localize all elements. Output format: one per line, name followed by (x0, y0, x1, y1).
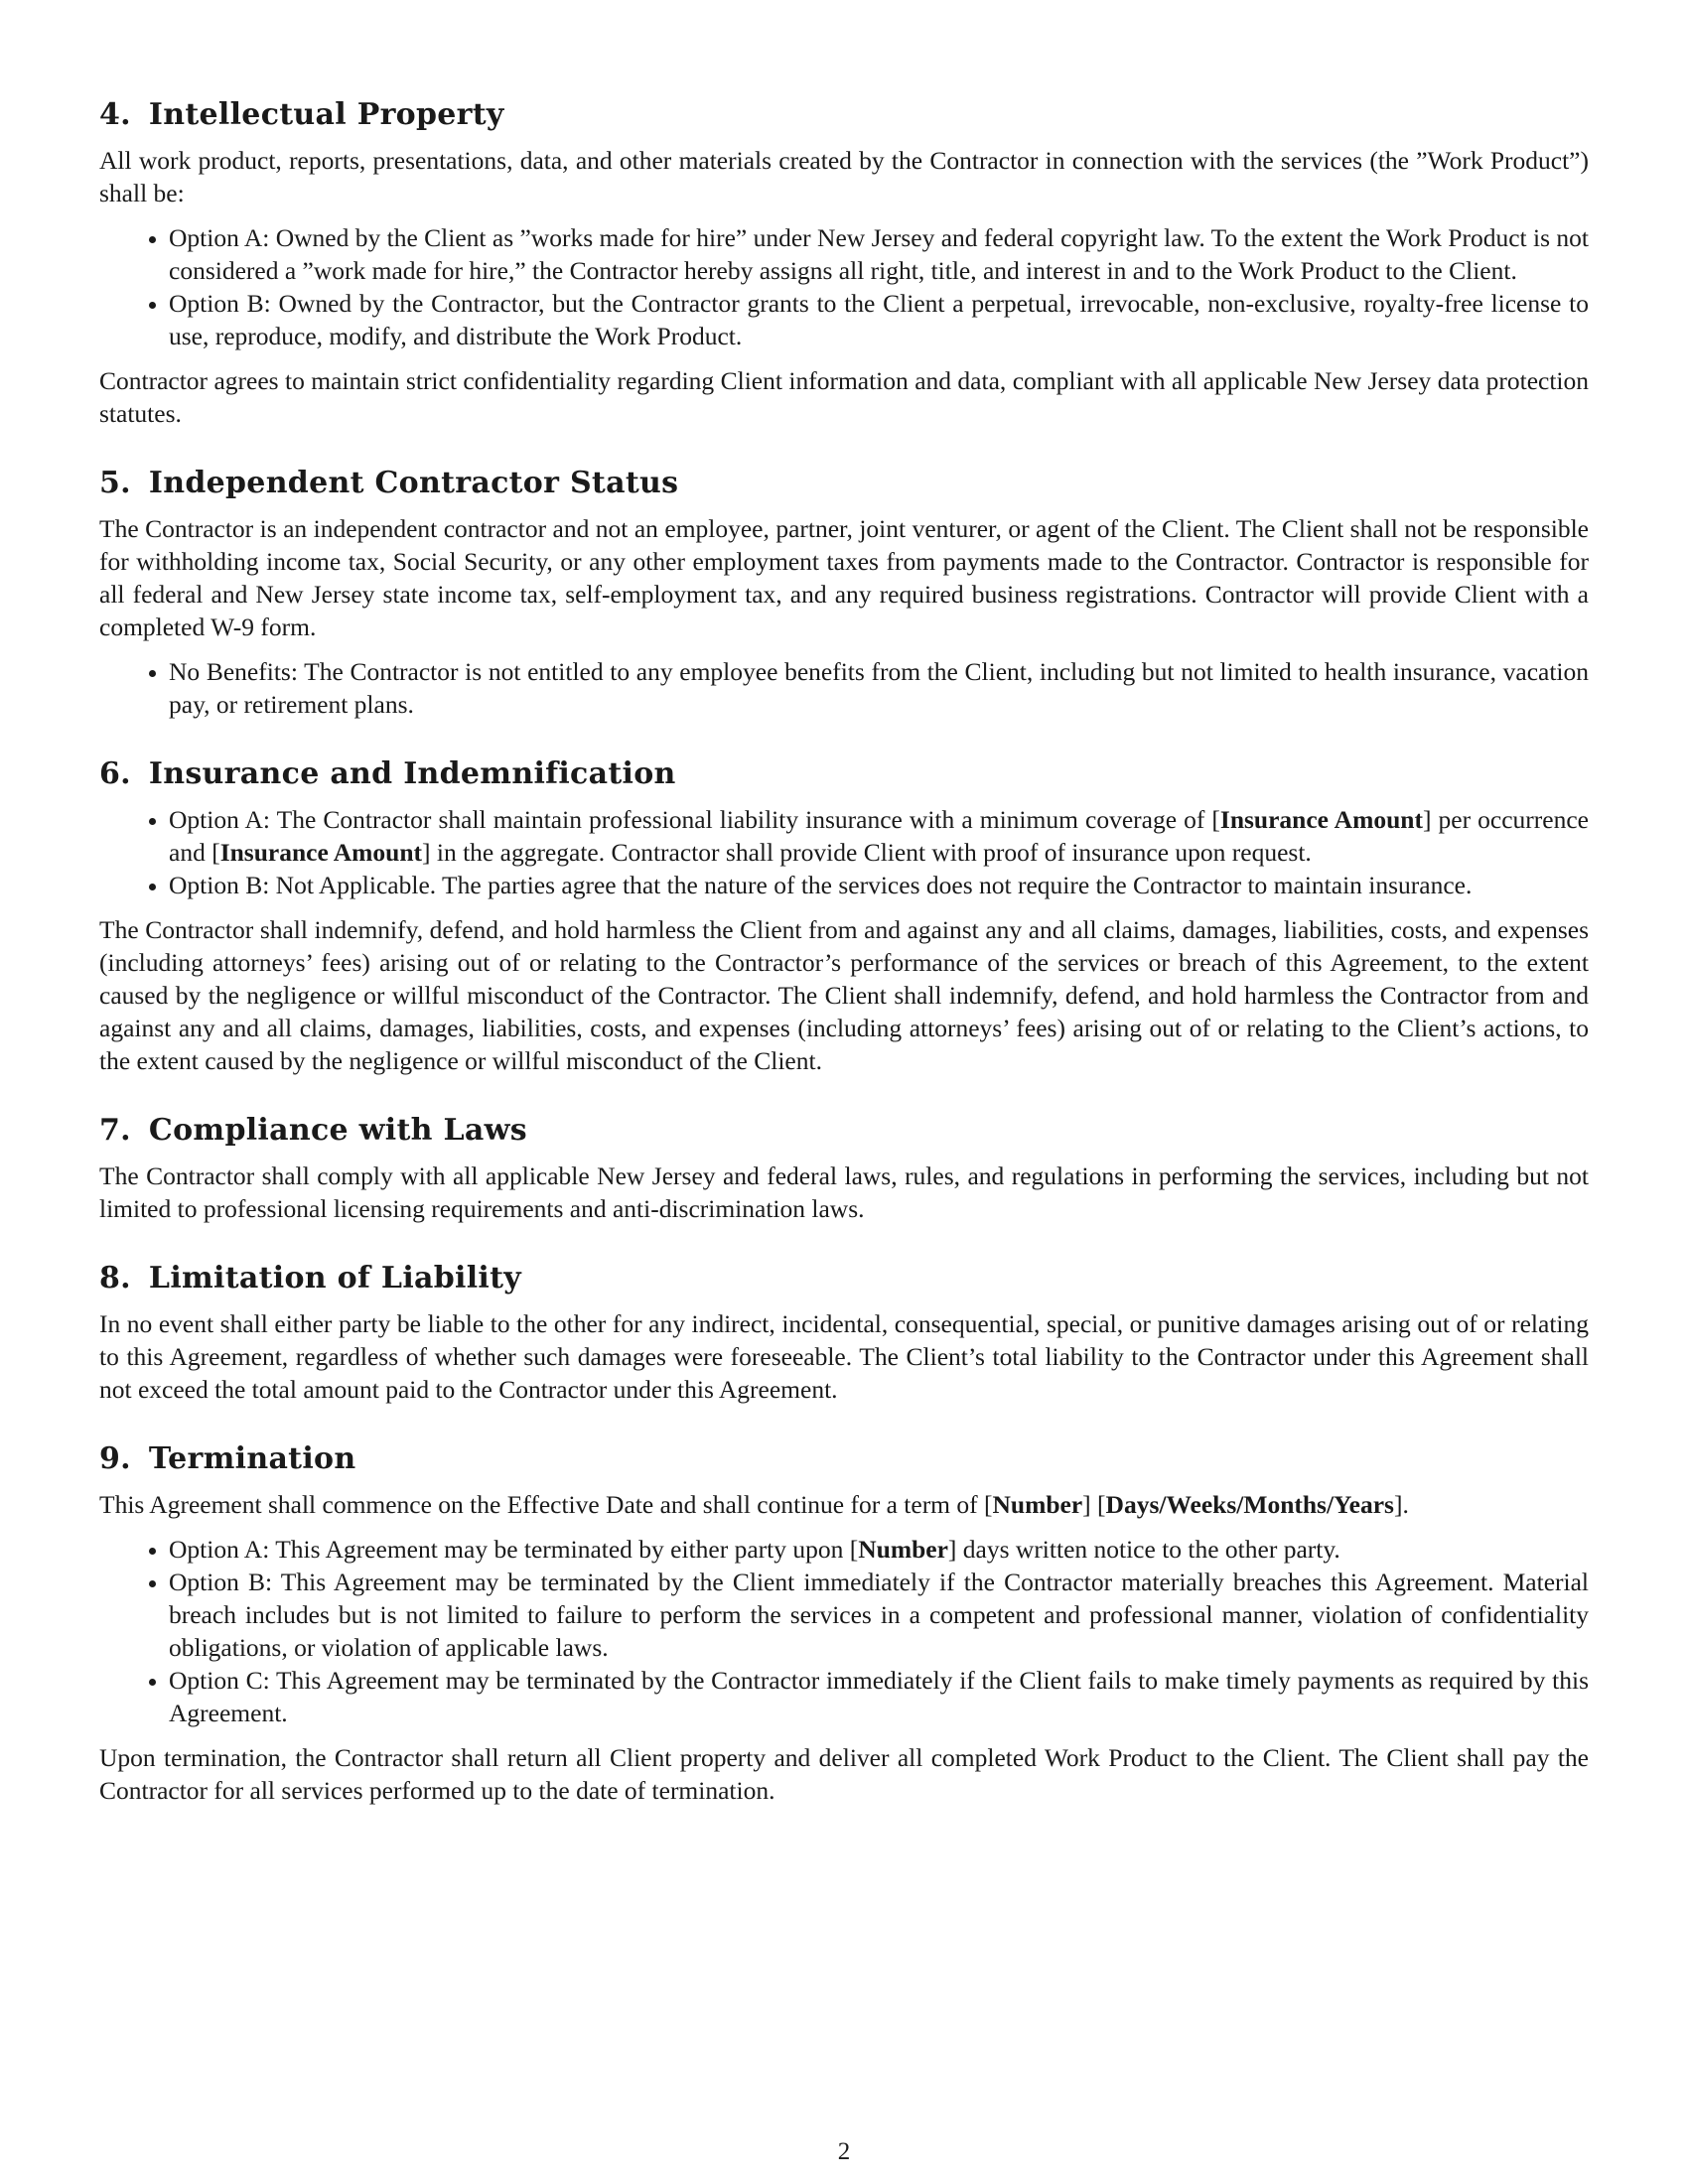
placeholder-field: Insurance Amount (1219, 805, 1423, 834)
text-run: Option A: This Agreement may be terminated by either party upon [ (169, 1535, 859, 1564)
section-heading (99, 1439, 1589, 1478)
paragraph: The Contractor is an independent contractor and not an employee, partner, joint venturer, or agent of the Client. The Client shall not be responsible for withholding income tax, Social Security, or any other employment taxes from payments made to the Contractor. Contractor is responsible for all federal and New Jersey state income tax, self-employment tax, and any required business registrations. Contractor will provide Client with a completed W-9 form. (99, 514, 1589, 641)
paragraph: Contractor agrees to maintain strict confidentiality regarding Client information and data, compliant with all applicable New Jersey data protection statutes. (99, 366, 1589, 428)
section-title: Insurance and Indemnification (148, 756, 676, 791)
placeholder-field: Insurance Amount (219, 838, 423, 867)
section-heading (99, 1259, 1589, 1297)
bullet-list (99, 803, 1589, 901)
text-run: ] in the aggregate. Contractor shall provide Client with proof of insurance upon request. (422, 838, 1312, 867)
text-run: ] per occurrence and [ (169, 805, 1589, 867)
list-item (169, 1533, 1589, 1566)
section-number: 5. (99, 466, 131, 500)
section-title: Termination (148, 1441, 356, 1476)
section-compliance-with-laws (99, 1111, 1589, 1225)
section-intellectual-property (99, 95, 1589, 430)
section-heading (99, 95, 1589, 134)
list-item: • Option B: Not Applicable. The parties agree that the nature of the services does not require the Contractor to maintain insurance. (169, 869, 1589, 901)
section-heading (99, 1111, 1589, 1150)
section-title: Limitation of Liability (148, 1261, 522, 1296)
placeholder-field: Number (992, 1490, 1083, 1519)
list-item: • Option A: Owned by the Client as ”works made for hire” under New Jersey and federal copyright law. To the extent the Work Product is not considered a ”work made for hire,” the Contractor hereby assigns all right, title, and interest in and to the Work Product to the Client. (169, 221, 1589, 287)
list-item (169, 803, 1589, 869)
paragraph: Upon termination, the Contractor shall return all Client property and deliver all completed Work Product to the Client. The Client shall pay the Contractor for all services performed up to the date of termination. (99, 1743, 1589, 1805)
section-insurance-and-indemnification (99, 754, 1589, 1077)
section-number: 9. (99, 1441, 131, 1476)
paragraph (99, 1488, 1589, 1521)
list-item: • Option B: This Agreement may be terminated by the Client immediately if the Contractor materially breaches this Agreement. Material breach includes but is not limited to failure to perform the services in a competent and professional manner, violation of confidentiality obligations, or violation of applicable laws. (169, 1566, 1589, 1664)
placeholder-field: Number (858, 1535, 948, 1564)
section-number: 8. (99, 1261, 131, 1296)
paragraph: The Contractor shall indemnify, defend, and hold harmless the Client from and against any and all claims, damages, liabilities, costs, and expenses (including attorneys’ fees) arising out of or relating to the Contractor’s performance of the services or breach of this Agreement, to the extent caused by the negligence or willful misconduct of the Contractor. The Client shall indemnify, defend, and hold harmless the Contractor from and against any and all claims, damages, liabilities, costs, and expenses (including attorneys’ fees) arising out of or relating to the Client’s actions, to the extent caused by the negligence or willful misconduct of the Client. (99, 915, 1589, 1075)
section-title: Compliance with Laws (148, 1113, 527, 1148)
text-run: This Agreement shall commence on the Effective Date and shall continue for a term of [ (99, 1490, 993, 1519)
section-termination (99, 1439, 1589, 1807)
bullet-list (99, 1533, 1589, 1729)
list-item: • Option C: This Agreement may be terminated by the Contractor immediately if the Client fails to make timely payments as required by this Agreement. (169, 1664, 1589, 1729)
section-title: Intellectual Property (148, 97, 504, 132)
text-run: ] days written notice to the other party. (947, 1535, 1340, 1564)
text-run: ] [ (1082, 1490, 1106, 1519)
paragraph: The Contractor shall comply with all applicable New Jersey and federal laws, rules, and regulations in performing the services, including but not limited to professional licensing requirements and anti-discrimination laws. (99, 1161, 1589, 1223)
paragraph: All work product, reports, presentations, data, and other materials created by the Contractor in connection with the services (the ”Work Product”) shall be: (99, 146, 1589, 207)
page-number: 2 (837, 2138, 851, 2165)
section-heading (99, 754, 1589, 793)
section-title: Independent Contractor Status (148, 466, 679, 500)
text-run: ]. (1393, 1490, 1409, 1519)
document-page (99, 95, 1589, 1841)
list-item: • Option B: Owned by the Contractor, but the Contractor grants to the Client a perpetual, irrevocable, non-exclusive, royalty-free license to use, reproduce, modify, and distribute the Work Product. (169, 287, 1589, 352)
section-number: 6. (99, 756, 131, 791)
bullet-list (99, 221, 1589, 352)
section-number: 7. (99, 1113, 131, 1148)
bullet-list (99, 655, 1589, 721)
section-heading (99, 464, 1589, 502)
list-item: • No Benefits: The Contractor is not entitled to any employee benefits from the Client, including but not limited to health insurance, vacation pay, or retirement plans. (169, 655, 1589, 721)
section-limitation-of-liability (99, 1259, 1589, 1406)
section-number: 4. (99, 97, 131, 132)
text-run: Option A: The Contractor shall maintain professional liability insurance with a minimum coverage of [ (169, 805, 1220, 834)
placeholder-field: Days/Weeks/Months/Years (1105, 1490, 1394, 1519)
paragraph: In no event shall either party be liable to the other for any indirect, incidental, consequential, special, or punitive damages arising out of or relating to this Agreement, regardless of whether such damages were foreseeable. The Client’s total liability to the Contractor under this Agreement shall not exceed the total amount paid to the Contractor under this Agreement. (99, 1309, 1589, 1404)
section-independent-contractor-status (99, 464, 1589, 721)
